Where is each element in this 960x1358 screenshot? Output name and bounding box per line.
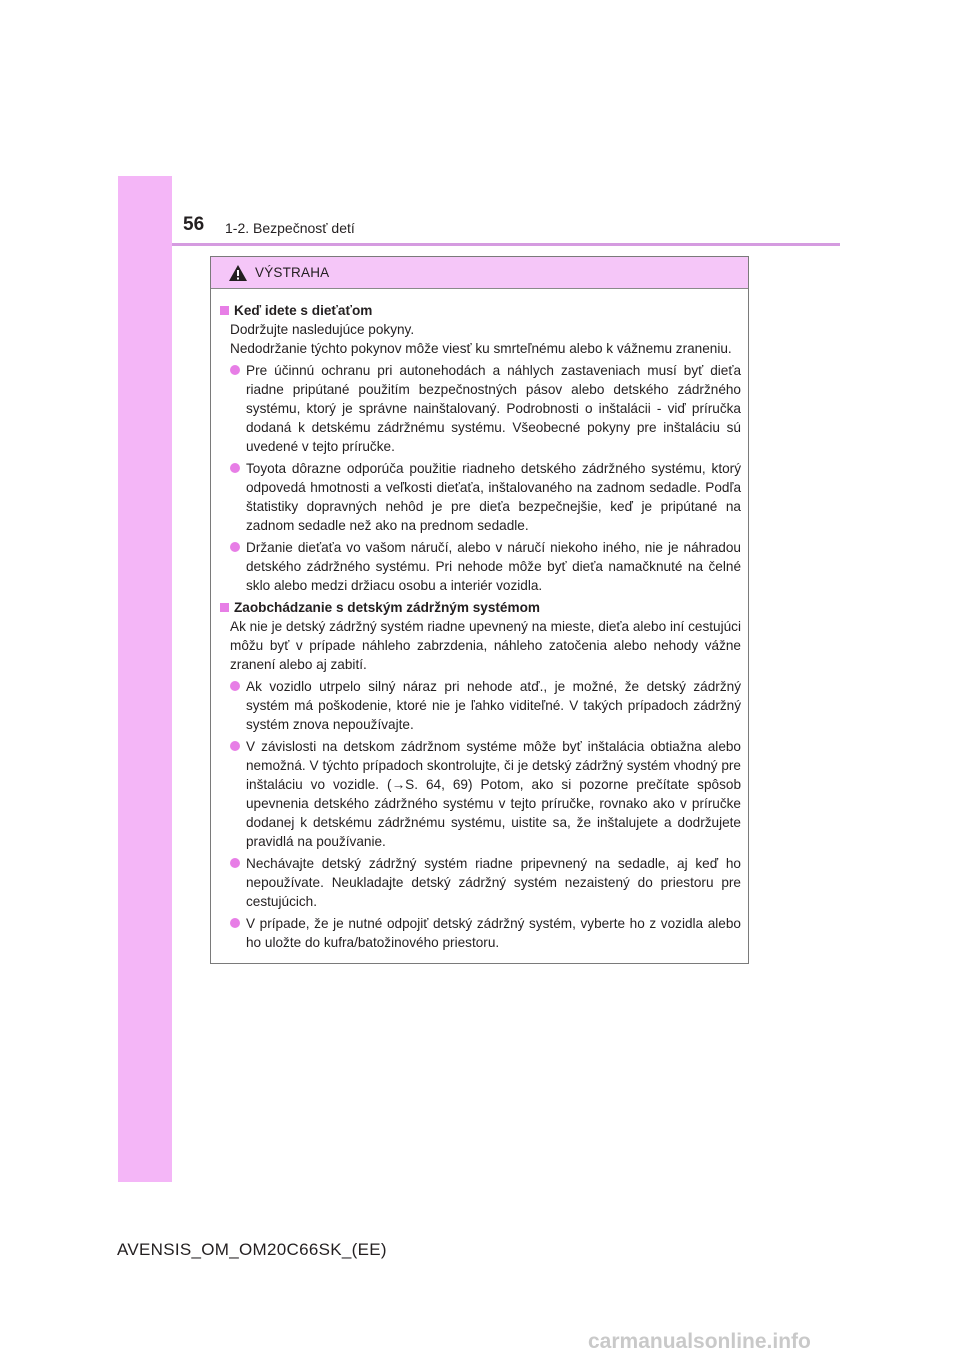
warning-title: VÝSTRAHA (255, 265, 330, 280)
list-item-text: Nechávajte detský zádržný systém riadne pripevnený na sedadle, aj keď ho nepoužívate. Neukladajte detský zádržný systém nezaistený do priestoru pre cestujúcich. (246, 856, 741, 909)
round-bullet-icon (230, 463, 240, 473)
round-bullet-icon (230, 365, 240, 375)
warning-header (211, 257, 748, 289)
square-bullet-icon (220, 603, 229, 612)
page-number: 56 (183, 214, 205, 235)
list-item (220, 854, 741, 911)
warning-body (211, 289, 748, 952)
section-heading (220, 301, 741, 320)
list-item-text: V prípade, že je nutné odpojiť detský zádržný systém, vyberte ho z vozidla alebo ho uložte do kufra/batožinového priestoru. (246, 916, 741, 950)
list-item-text: Ak vozidlo utrpelo silný náraz pri nehode atď., je možné, že detský zádržný systém má poškodenie, ktoré nie je ľahko viditeľné. V takých prípadoch zádržný systém znova nepoužívajte. (246, 679, 741, 732)
section-heading-text: Keď idete s dieťaťom (234, 303, 373, 318)
section-heading (220, 598, 741, 617)
side-tab-bar (118, 176, 172, 1182)
list-item (220, 459, 741, 535)
header-rule (172, 243, 840, 246)
document-code: AVENSIS_OM_OM20C66SK_(EE) (117, 1240, 387, 1259)
list-item-text: Držanie dieťaťa vo vašom náručí, alebo v náručí niekoho iného, nie je náhradou detského zádržného systému. Pri nehode môže byť dieťa namačknuté na čelné sklo alebo medzi držiacu osobu a interiér vozidla. (246, 540, 741, 593)
list-item-text: Pre účinnú ochranu pri autonehodách a náhlych zastaveniach musí byť dieťa riadne pripútané použitím bezpečnostných pásov alebo detského zádržného systému, ktorý je správne nainštalovaný. Podrobnosti o inštalácii - viď príručka dodaná k detskému zádržnému systému. Všeobecné pokyny pre inštaláciu sú uvedené v tejto príručke. (246, 363, 741, 454)
list-item (220, 677, 741, 734)
section-intro: Ak nie je detský zádržný systém riadne upevnený na mieste, dieťa alebo iní cestujúci môžu byť v prípade náhleho zabrzdenia, náhleho zatočenia alebo nehody vážne zranení alebo aj zabití. (230, 619, 741, 672)
warning-triangle-icon (228, 264, 248, 282)
list-item (220, 914, 741, 952)
round-bullet-icon (230, 741, 240, 751)
section-heading-text: Zaobchádzanie s detským zádržným systémom (234, 600, 540, 615)
square-bullet-icon (220, 306, 229, 315)
list-item (220, 737, 741, 851)
section-intro: Dodržujte nasledujúce pokyny. Nedodržanie týchto pokynov môže viesť ku smrteľnému alebo k vážnemu zraneniu. (230, 322, 732, 356)
round-bullet-icon (230, 918, 240, 928)
warning-box (210, 256, 749, 964)
list-item-text: Toyota dôrazne odporúča použitie riadneho detského zádržného systému, ktorý odpovedá hmotnosti a veľkosti dieťaťa, inštalovaného na zadnom sedadle. Podľa štatistiky dopravných nehôd je pre dieťa bezpečnejšie, keď je pripútané na zadnom sedadle než ako na prednom sedadle. (246, 461, 741, 533)
watermark: carmanualsonline.info (588, 1330, 811, 1353)
section-title: 1-2. Bezpečnosť detí (225, 220, 355, 236)
list-item (220, 538, 741, 595)
round-bullet-icon (230, 542, 240, 552)
list-item-text: V závislosti na detskom zádržnom systéme môže byť inštalácia obtiažna alebo nemožná. V týchto prípadoch skontrolujte, či je detský zádržný systém vhodný pre inštaláciu vo vozidle. (→S. 64, 69) Potom, ako si pozorne prečítate spôsob upevnenia detského zádržného systému v tejto príručke, rovnako ako v príručke dodanej k detskému zádržnému systému, uistite sa, že inštalujete a dodržujete pravidlá na používanie. (246, 739, 741, 849)
round-bullet-icon (230, 858, 240, 868)
round-bullet-icon (230, 681, 240, 691)
list-item (220, 361, 741, 456)
